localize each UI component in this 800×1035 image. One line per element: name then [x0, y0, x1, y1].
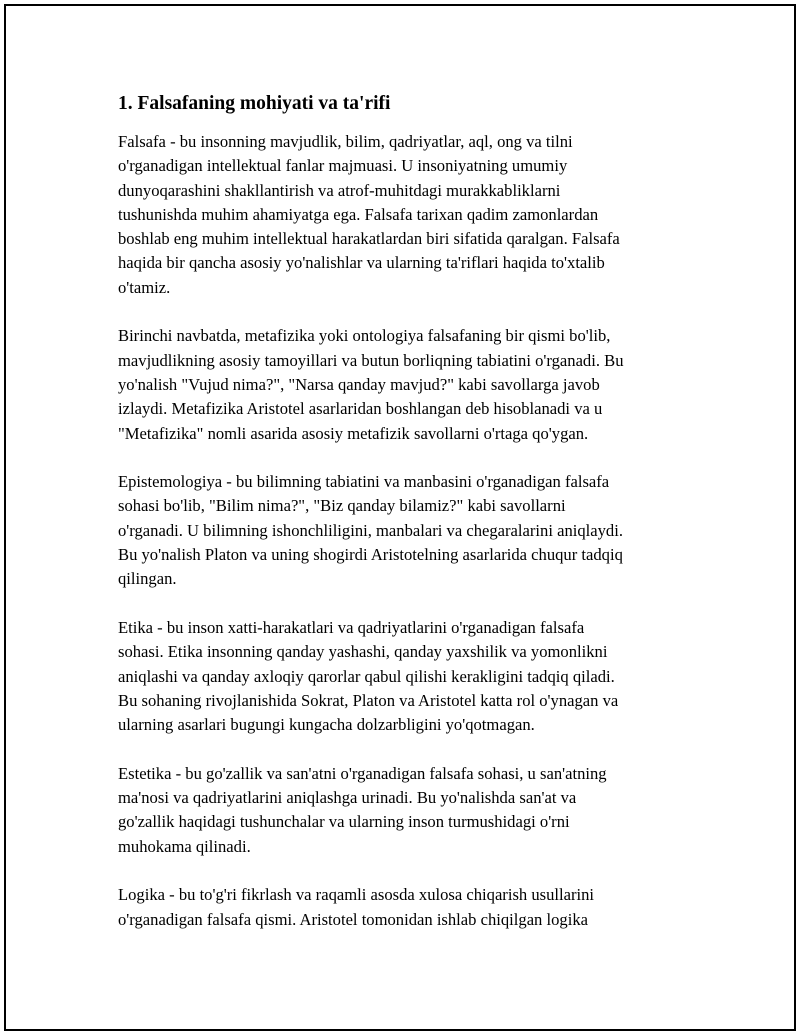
text-line: yo'nalish "Vujud nima?", "Narsa qanday mavjud?" kabi savollarga javob: [118, 374, 600, 394]
paragraph-ethics: [118, 616, 678, 737]
text-line: dunyoqarashini shakllantirish va atrof-muhitdagi murakkabliklarni: [118, 180, 561, 200]
text-line: sohasi. Etika insonning qanday yashashi, qanday yaxshilik va yomonlikni: [118, 642, 608, 662]
text-line: o'tamiz.: [118, 277, 171, 297]
text-line: o'rganadi. U bilimning ishonchliligini, manbalari va chegaralarini aniqlaydi.: [118, 520, 623, 540]
text-line: "Metafizika" nomli asarida asosiy metafizik savollarni o'rtaga qo'ygan.: [118, 423, 589, 443]
text-line: haqida bir qancha asosiy yo'nalishlar va ularning ta'riflari haqida to'xtalib: [118, 253, 605, 273]
section-heading: 1. Falsafaning mohiyati va ta'rifi: [118, 93, 391, 114]
text-line: o'rganadigan falsafa qismi. Aristotel tomonidan ishlab chiqilgan logika: [118, 909, 588, 929]
text-line: muhokama qilinadi.: [118, 836, 251, 856]
paragraph-epistemology: [118, 470, 678, 591]
text-line: ma'nosi va qadriyatlarini aniqlashga urinadi. Bu yo'nalishda san'at va: [118, 788, 577, 808]
paragraph-aesthetics: [118, 762, 678, 859]
text-line: boshlab eng muhim intellektual harakatlardan biri sifatida qaralgan. Falsafa: [118, 229, 620, 249]
text-line: Estetika - bu go'zallik va san'atni o'rganadigan falsafa sohasi, u san'atning: [118, 763, 607, 783]
paragraph-logic: [118, 883, 678, 932]
text-line: go'zallik haqidagi tushunchalar va ularning inson turmushidagi o'rni: [118, 812, 570, 832]
text-line: Falsafa - bu insonning mavjudlik, bilim, qadriyatlar, aql, ong va tilni: [118, 132, 573, 151]
text-line: o'rganadigan intellektual fanlar majmuasi. U insoniyatning umumiy: [118, 156, 568, 176]
text-line: ularning asarlari bugungi kungacha dolzarbligini yo'qotmagan.: [118, 715, 535, 735]
text-line: Birinchi navbatda, metafizika yoki ontologiya falsafaning bir qismi bo'lib,: [118, 326, 611, 346]
text-line: qilingan.: [118, 569, 177, 589]
text-line: mavjudlikning asosiy tamoyillari va butun borliqning tabiatini o'rganadi. Bu: [118, 350, 624, 370]
text-line: tushunishda muhim ahamiyatga ega. Falsafa tarixan qadim zamonlardan: [118, 204, 599, 224]
text-line: Epistemologiya - bu bilimning tabiatini va manbasini o'rganadigan falsafa: [118, 472, 610, 492]
text-line: sohasi bo'lib, "Bilim nima?", "Biz qanday bilamiz?" kabi savollarni: [118, 496, 566, 516]
paragraph-intro: [118, 130, 678, 300]
document-body: [118, 92, 678, 956]
text-line: Logika - bu to'g'ri fikrlash va raqamli asosda xulosa chiqarish usullarini: [118, 885, 595, 905]
paragraph-metaphysics: [118, 324, 678, 445]
text-line: aniqlashi va qanday axloqiy qarorlar qabul qilishi kerakligini tadqiq qiladi.: [118, 666, 615, 686]
text-line: Etika - bu inson xatti-harakatlari va qadriyatlarini o'rganadigan falsafa: [118, 617, 585, 637]
text-line: Bu yo'nalish Platon va uning shogirdi Aristotelning asarlarida chuqur tadqiq: [118, 545, 623, 565]
text-line: izlaydi. Metafizika Aristotel asarlaridan boshlangan deb hisoblanadi va u: [118, 399, 603, 419]
text-line: Bu sohaning rivojlanishida Sokrat, Platon va Aristotel katta rol o'ynagan va: [118, 690, 619, 710]
